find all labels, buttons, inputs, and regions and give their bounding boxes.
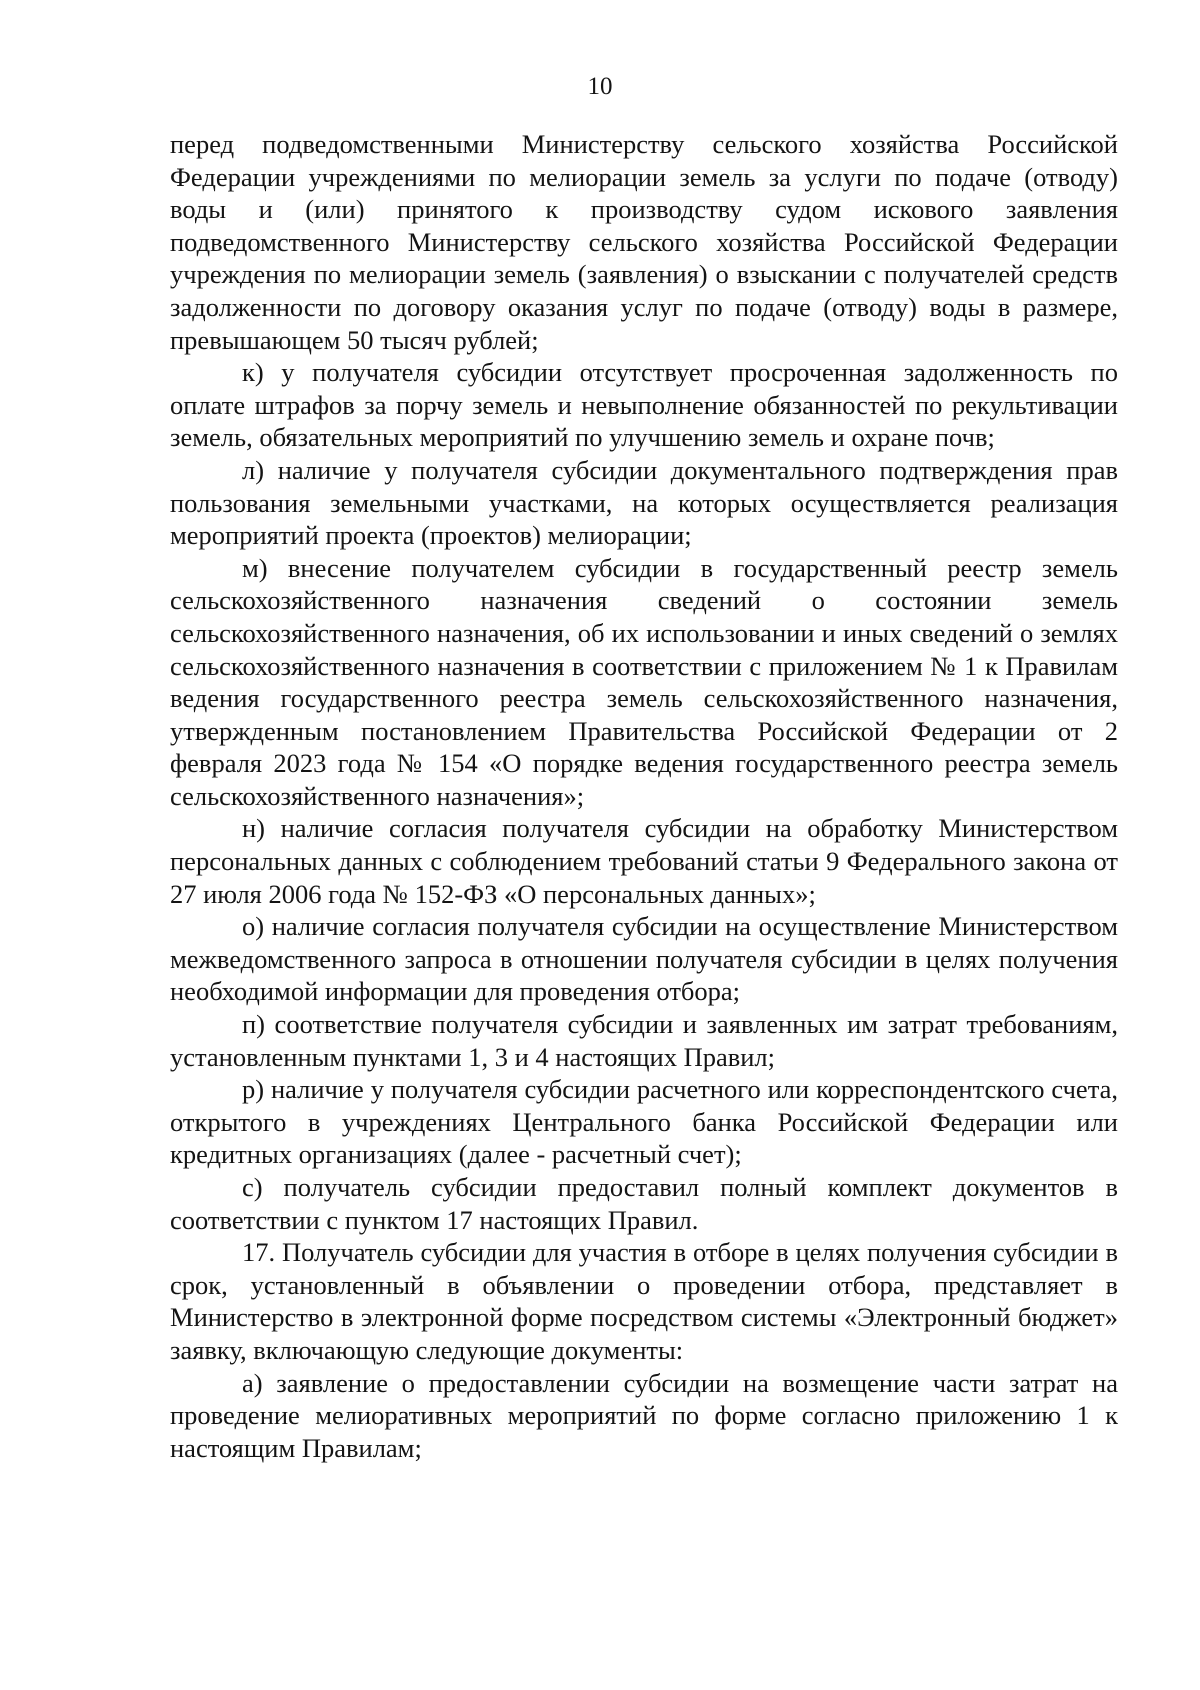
paragraph-item-p: п) соответствие получателя субсидии и заявленных им затрат требованиям, установленным пунктами 1, 3 и 4 настоящих Правил;	[170, 1009, 1118, 1072]
page-number: 10	[587, 73, 613, 100]
document-body	[170, 128, 1118, 1464]
paragraph-item-r: р) наличие у получателя субсидии расчетного или корреспондентского счета, открытого в учреждениях Центрального банка Российской Федерации или кредитных организациях (далее - расчетный счет);	[170, 1074, 1118, 1170]
paragraph-item-s: с) получатель субсидии предоставил полный комплект документов в соответствии с пунктом 17 настоящих Правил.	[170, 1172, 1118, 1235]
paragraph-continuation: перед подведомственными Министерству сельского хозяйства Российской Федерации учреждениями по мелиорации земель за услуги по подаче (отводу) воды и (или) принятого к производству судом искового заявления подведомственного Министерству сельского хозяйства Российской Федерации учреждения по мелиорации земель (заявления) о взыскании с получателей средств задолженности по договору оказания услуг по подаче (отводу) воды в размере, превышающем 50 тысяч рублей;	[170, 129, 1118, 355]
paragraph-item-n: н) наличие согласия получателя субсидии на обработку Министерством персональных данных с соблюдением требований статьи 9 Федерального закона от 27 июля 2006 года № 152-ФЗ «О персональных данных»;	[170, 813, 1118, 909]
paragraph-item-a: а) заявление о предоставлении субсидии на возмещение части затрат на проведение мелиоративных мероприятий по форме согласно приложению 1 к настоящим Правилам;	[170, 1367, 1118, 1463]
paragraph-item-m: м) внесение получателем субсидии в государственный реестр земель сельскохозяйственного назначения сведений о состоянии земель сельскохозяйственного назначения, об их использовании и иных сведений о землях сельскохозяйственного назначения в соответствии с приложением № 1 к Правилам ведения государственного реестра земель сельскохозяйственного назначения, утвержденным постановлением Правительства Российской Федерации от 2 февраля 2023 года № 154 «О порядке ведения государственного реестра земель сельскохозяйственного назначения»;	[170, 552, 1118, 811]
paragraph-item-k: к) у получателя субсидии отсутствует просроченная задолженность по оплате штрафов за порчу земель и невыполнение обязанностей по рекультивации земель, обязательных мероприятий по улучшению земель и охране почв;	[170, 357, 1118, 453]
paragraph-item-l: л) наличие у получателя субсидии документального подтверждения прав пользования земельными участками, на которых осуществляется реализация мероприятий проекта (проектов) мелиорации;	[170, 454, 1118, 551]
paragraph-item-o: о) наличие согласия получателя субсидии на осуществление Министерством межведомственного запроса в отношении получателя субсидии в целях получения необходимой информации для проведения отбора;	[170, 911, 1118, 1007]
paragraph-clause-17: 17. Получатель субсидии для участия в отборе в целях получения субсидии в срок, установленный в объявлении о проведении отбора, представляет в Министерство в электронной форме посредством системы «Электронный бюджет» заявку, включающую следующие документы:	[170, 1237, 1118, 1365]
